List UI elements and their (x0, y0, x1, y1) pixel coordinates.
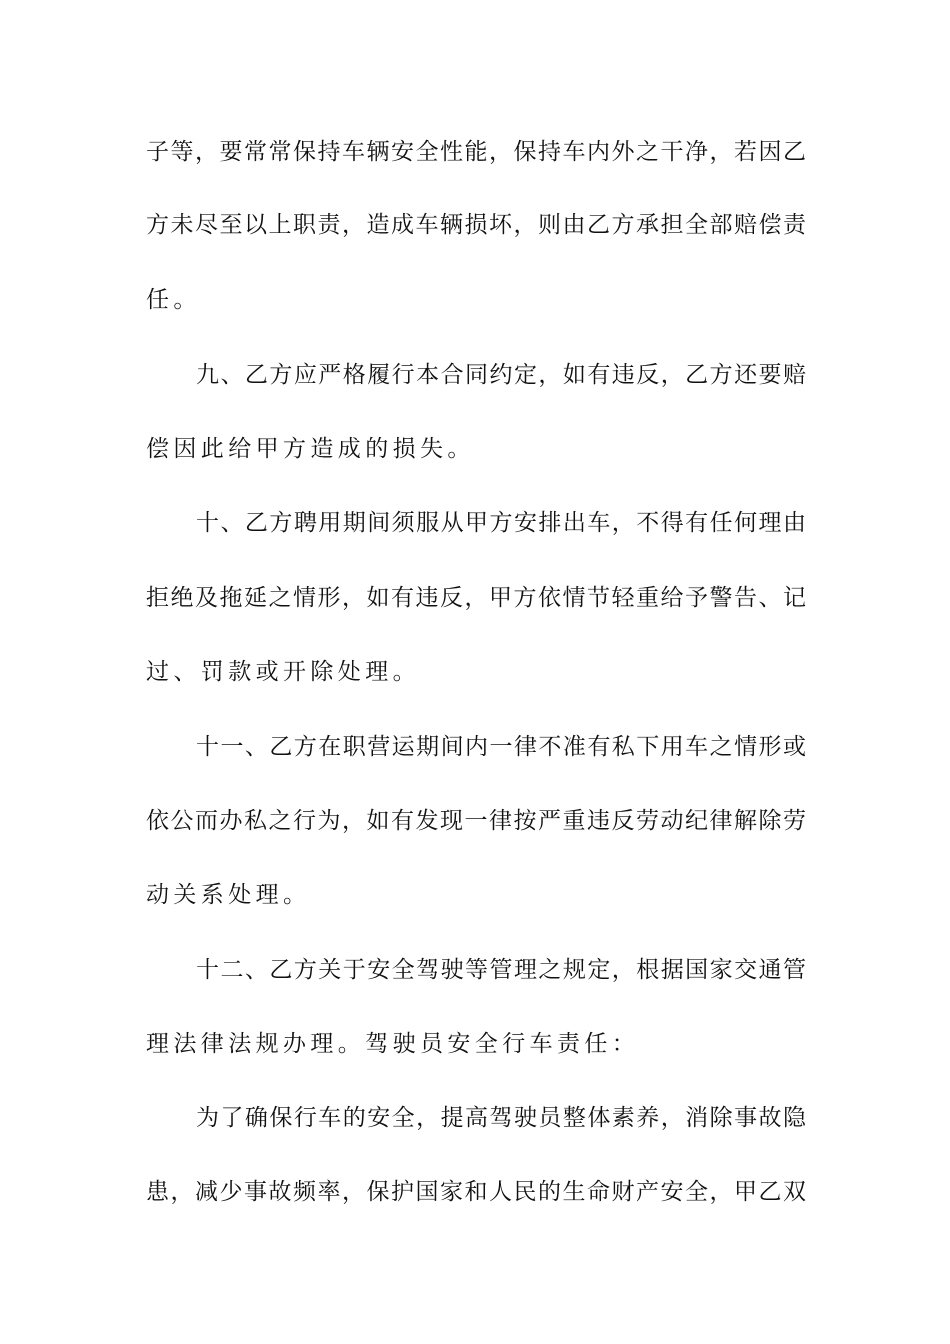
text-line: 动关系处理。 (146, 882, 311, 908)
text-line: 九、乙方应严格履行本合同约定，如有违反，乙方还要赔 (196, 362, 806, 388)
text-line: 十二、乙方关于安全驾驶等管理之规定，根据国家交通管 (196, 957, 806, 983)
text-line: 偿因此给甲方造成的损失。 (146, 436, 475, 462)
text-line: 过、罚款或开除处理。 (146, 659, 420, 685)
text-line: 任。 (146, 287, 201, 313)
text-line: 十、乙方聘用期间须服从甲方安排出车，不得有任何理由 (196, 510, 806, 536)
text-line: 患，减少事故频率，保护国家和人民的生命财产安全，甲乙双 (146, 1179, 806, 1205)
text-line: 依公而办私之行为，如有发现一律按严重违反劳动纪律解除劳 (146, 808, 806, 834)
text-line: 十一、乙方在职营运期间内一律不准有私下用车之情形或 (196, 734, 806, 760)
text-line: 理法律法规办理。驾驶员安全行车责任： (146, 1031, 640, 1057)
text-line: 方未尽至以上职责，造成车辆损坏，则由乙方承担全部赔偿责 (146, 212, 806, 238)
text-line: 拒绝及拖延之情形，如有违反，甲方依情节轻重给予警告、记 (146, 585, 806, 611)
text-line: 子等，要常常保持车辆安全性能，保持车内外之干净，若因乙 (146, 139, 806, 165)
text-line: 为了确保行车的安全，提高驾驶员整体素养，消除事故隐 (196, 1105, 806, 1131)
